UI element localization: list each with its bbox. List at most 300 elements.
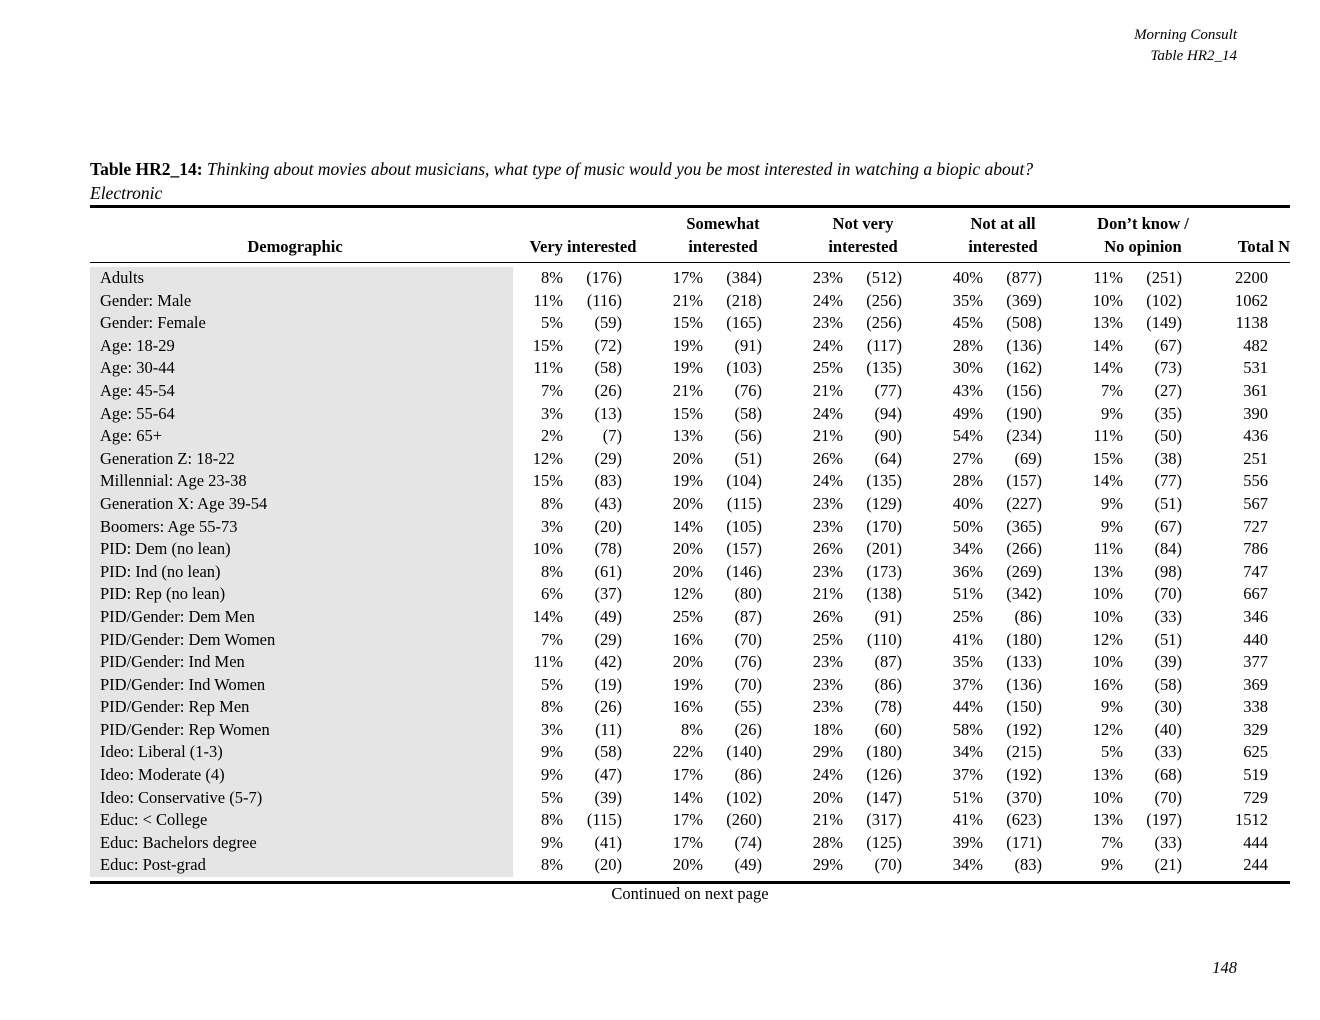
row-count: (67) [1154, 335, 1182, 355]
row-demographic: Ideo: Conservative (5-7) [90, 787, 513, 810]
row-percent: 27% [952, 448, 983, 468]
row-percent: 12% [1092, 629, 1123, 649]
row-count: (33) [1154, 606, 1182, 626]
row-total-n: 747 [1243, 561, 1268, 581]
row-percent: 8% [541, 268, 563, 287]
col-very-label: Very interested [529, 237, 637, 256]
row-percent: 13% [672, 426, 703, 446]
row-count: (41) [594, 832, 622, 852]
row-count: (26) [594, 697, 622, 717]
row-percent: 2% [541, 426, 563, 446]
row-count: (51) [734, 448, 762, 468]
row-percent: 37% [952, 674, 983, 694]
row-count: (180) [866, 742, 902, 762]
row-total-n: 519 [1243, 765, 1268, 785]
row-count: (512) [866, 268, 902, 287]
table-row [90, 403, 1290, 426]
row-percent: 24% [812, 471, 843, 491]
row-percent: 24% [812, 335, 843, 355]
row-percent: 35% [952, 290, 983, 310]
row-total-n: 436 [1243, 426, 1268, 446]
header-table-id: Table HR2_14 [1150, 48, 1237, 64]
row-count: (30) [1154, 697, 1182, 717]
row-demographic: Age: 45-54 [90, 380, 513, 403]
row-total-n: 556 [1243, 471, 1268, 491]
row-count: (173) [866, 561, 902, 581]
row-count: (67) [1154, 516, 1182, 536]
row-percent: 9% [1101, 516, 1123, 536]
row-percent: 25% [952, 606, 983, 626]
table-row [90, 629, 1290, 652]
row-count: (49) [734, 855, 762, 875]
row-total-n: 346 [1243, 606, 1268, 626]
row-count: (135) [866, 358, 902, 378]
row-percent: 9% [541, 832, 563, 852]
row-percent: 14% [1092, 471, 1123, 491]
row-demographic: Boomers: Age 55-73 [90, 516, 513, 539]
row-count: (266) [1006, 539, 1042, 559]
row-count: (126) [866, 765, 902, 785]
row-total-n: 329 [1243, 719, 1268, 739]
row-count: (117) [866, 335, 902, 355]
row-demographic: Gender: Female [90, 312, 513, 335]
row-demographic: Age: 55-64 [90, 403, 513, 426]
row-percent: 17% [672, 810, 703, 830]
row-count: (171) [1006, 832, 1042, 852]
row-percent: 26% [812, 448, 843, 468]
row-percent: 20% [672, 652, 703, 672]
row-demographic: Generation Z: 18-22 [90, 448, 513, 471]
row-demographic: Age: 30-44 [90, 357, 513, 380]
row-demographic: PID/Gender: Ind Men [90, 651, 513, 674]
row-count: (76) [734, 380, 762, 400]
row-count: (29) [594, 629, 622, 649]
caption-question: Thinking about movies about musicians, what type of music would you be most interested in watching a biopic about? [207, 159, 1034, 179]
table-row [90, 470, 1290, 493]
row-count: (234) [1006, 426, 1042, 446]
row-total-n: 786 [1243, 539, 1268, 559]
row-percent: 19% [672, 471, 703, 491]
row-count: (70) [874, 855, 902, 875]
row-count: (80) [734, 584, 762, 604]
row-percent: 9% [1101, 493, 1123, 513]
row-total-n: 1138 [1235, 313, 1268, 333]
row-percent: 8% [541, 697, 563, 717]
report-header [1134, 25, 1237, 67]
row-count: (115) [726, 493, 762, 513]
row-percent: 10% [532, 539, 563, 559]
row-count: (150) [1006, 697, 1042, 717]
row-demographic: PID: Dem (no lean) [90, 538, 513, 561]
row-percent: 9% [541, 742, 563, 762]
header-rule [90, 262, 1290, 263]
row-demographic: PID/Gender: Dem Women [90, 629, 513, 652]
row-percent: 5% [541, 787, 563, 807]
row-count: (26) [734, 719, 762, 739]
row-total-n: 729 [1243, 787, 1268, 807]
row-percent: 34% [952, 742, 983, 762]
row-count: (76) [734, 652, 762, 672]
row-demographic: PID/Gender: Dem Men [90, 606, 513, 629]
table-row [90, 651, 1290, 674]
row-total-n: 567 [1243, 493, 1268, 513]
table-row [90, 538, 1290, 561]
row-percent: 21% [672, 290, 703, 310]
row-count: (192) [1006, 765, 1042, 785]
row-count: (39) [1154, 652, 1182, 672]
row-percent: 3% [541, 719, 563, 739]
row-percent: 23% [812, 313, 843, 333]
row-count: (72) [594, 335, 622, 355]
table-caption [90, 157, 1290, 205]
row-count: (83) [594, 471, 622, 491]
table-row [90, 380, 1290, 403]
row-count: (74) [734, 832, 762, 852]
row-percent: 5% [541, 674, 563, 694]
row-count: (140) [726, 742, 762, 762]
row-count: (623) [1006, 810, 1042, 830]
row-demographic: Educ: < College [90, 809, 513, 832]
row-count: (176) [586, 268, 622, 287]
row-percent: 13% [1092, 810, 1123, 830]
row-percent: 14% [672, 787, 703, 807]
row-percent: 6% [541, 584, 563, 604]
row-count: (64) [874, 448, 902, 468]
row-percent: 29% [812, 742, 843, 762]
row-percent: 36% [952, 561, 983, 581]
table-row [90, 854, 1290, 877]
row-count: (180) [1006, 629, 1042, 649]
row-percent: 41% [952, 629, 983, 649]
row-percent: 58% [952, 719, 983, 739]
row-count: (269) [1006, 561, 1042, 581]
row-percent: 9% [1101, 403, 1123, 423]
row-percent: 23% [812, 516, 843, 536]
table-row [90, 290, 1290, 313]
row-percent: 37% [952, 765, 983, 785]
row-count: (73) [1154, 358, 1182, 378]
col-demographic-label: Demographic [247, 237, 343, 256]
row-count: (105) [726, 516, 762, 536]
row-total-n: 369 [1243, 674, 1268, 694]
row-percent: 29% [812, 855, 843, 875]
row-count: (70) [734, 629, 762, 649]
row-count: (90) [874, 426, 902, 446]
row-count: (58) [734, 403, 762, 423]
row-count: (102) [1146, 290, 1182, 310]
row-demographic: Educ: Bachelors degree [90, 832, 513, 855]
row-count: (125) [866, 832, 902, 852]
row-percent: 9% [1101, 855, 1123, 875]
table-row [90, 787, 1290, 810]
row-percent: 8% [541, 493, 563, 513]
row-count: (218) [726, 290, 762, 310]
row-percent: 16% [1092, 674, 1123, 694]
row-percent: 19% [672, 674, 703, 694]
table-row [90, 312, 1290, 335]
row-percent: 15% [532, 471, 563, 491]
row-percent: 19% [672, 358, 703, 378]
row-total-n: 2200 [1235, 268, 1268, 287]
row-count: (165) [726, 313, 762, 333]
row-count: (156) [1006, 380, 1042, 400]
continued-note: Continued on next page [611, 884, 769, 903]
col-notvery-line2: interested [828, 237, 898, 256]
row-percent: 12% [532, 448, 563, 468]
table-row [90, 583, 1290, 606]
header-org: Morning Consult [1134, 27, 1237, 43]
row-count: (69) [1014, 448, 1042, 468]
row-percent: 28% [812, 832, 843, 852]
row-percent: 19% [672, 335, 703, 355]
row-count: (136) [1006, 335, 1042, 355]
row-total-n: 1062 [1235, 290, 1268, 310]
row-percent: 7% [1101, 380, 1123, 400]
row-percent: 17% [672, 832, 703, 852]
row-count: (201) [866, 539, 902, 559]
row-count: (84) [1154, 539, 1182, 559]
row-percent: 11% [533, 652, 563, 672]
row-percent: 16% [672, 629, 703, 649]
row-count: (60) [874, 719, 902, 739]
row-percent: 21% [812, 584, 843, 604]
row-count: (384) [726, 268, 762, 287]
row-percent: 20% [812, 787, 843, 807]
row-total-n: 667 [1243, 584, 1268, 604]
row-count: (61) [594, 561, 622, 581]
row-count: (877) [1006, 268, 1042, 287]
col-header-not-very [798, 212, 928, 258]
row-count: (370) [1006, 787, 1042, 807]
row-percent: 12% [1092, 719, 1123, 739]
row-total-n: 727 [1243, 516, 1268, 536]
row-percent: 39% [952, 832, 983, 852]
row-percent: 14% [1092, 358, 1123, 378]
row-count: (11) [595, 719, 622, 739]
table-row [90, 809, 1290, 832]
row-count: (256) [866, 290, 902, 310]
row-count: (83) [1014, 855, 1042, 875]
row-percent: 3% [541, 516, 563, 536]
row-count: (87) [874, 652, 902, 672]
row-percent: 7% [541, 380, 563, 400]
row-percent: 10% [1092, 606, 1123, 626]
row-demographic: Millennial: Age 23-38 [90, 470, 513, 493]
row-count: (51) [1154, 629, 1182, 649]
row-percent: 11% [1093, 539, 1123, 559]
row-percent: 30% [952, 358, 983, 378]
row-count: (13) [594, 403, 622, 423]
table-row [90, 425, 1290, 448]
col-header-total [1216, 235, 1290, 258]
col-header-very-interested [518, 235, 648, 258]
row-percent: 21% [812, 426, 843, 446]
row-percent: 44% [952, 697, 983, 717]
col-header-demographic [205, 235, 385, 258]
row-count: (138) [866, 584, 902, 604]
row-demographic: Educ: Post-grad [90, 854, 513, 877]
row-total-n: 244 [1243, 855, 1268, 875]
row-total-n: 361 [1243, 380, 1268, 400]
row-count: (256) [866, 313, 902, 333]
row-percent: 34% [952, 855, 983, 875]
row-percent: 23% [812, 697, 843, 717]
table-row [90, 674, 1290, 697]
row-percent: 8% [541, 855, 563, 875]
row-demographic: Age: 65+ [90, 425, 513, 448]
row-count: (56) [734, 426, 762, 446]
row-percent: 23% [812, 674, 843, 694]
col-notvery-line1: Not very [832, 214, 894, 233]
row-count: (87) [734, 606, 762, 626]
row-count: (162) [1006, 358, 1042, 378]
table-body [90, 267, 1290, 877]
row-percent: 35% [952, 652, 983, 672]
row-count: (19) [594, 674, 622, 694]
row-percent: 14% [532, 606, 563, 626]
row-count: (59) [594, 313, 622, 333]
table-row [90, 606, 1290, 629]
row-count: (70) [1154, 584, 1182, 604]
row-count: (70) [734, 674, 762, 694]
row-percent: 51% [952, 584, 983, 604]
row-percent: 45% [952, 313, 983, 333]
row-count: (170) [866, 516, 902, 536]
row-count: (260) [726, 810, 762, 830]
col-total-label: Total N [1237, 237, 1290, 256]
row-count: (70) [1154, 787, 1182, 807]
row-percent: 20% [672, 539, 703, 559]
row-count: (104) [726, 471, 762, 491]
row-count: (86) [734, 765, 762, 785]
row-percent: 7% [1101, 832, 1123, 852]
row-total-n: 251 [1243, 448, 1268, 468]
row-percent: 25% [812, 358, 843, 378]
row-count: (7) [602, 426, 622, 446]
table-header [90, 208, 1290, 262]
row-percent: 28% [952, 335, 983, 355]
row-percent: 20% [672, 448, 703, 468]
row-count: (35) [1154, 403, 1182, 423]
row-percent: 12% [672, 584, 703, 604]
row-count: (21) [1154, 855, 1182, 875]
row-total-n: 338 [1243, 697, 1268, 717]
row-count: (147) [866, 787, 902, 807]
row-demographic: PID/Gender: Rep Women [90, 719, 513, 742]
row-count: (116) [586, 290, 622, 310]
row-count: (192) [1006, 719, 1042, 739]
row-percent: 34% [952, 539, 983, 559]
row-count: (38) [1154, 448, 1182, 468]
row-count: (103) [726, 358, 762, 378]
row-count: (115) [586, 810, 622, 830]
row-percent: 20% [672, 493, 703, 513]
row-demographic: PID/Gender: Ind Women [90, 674, 513, 697]
col-somewhat-line2: interested [688, 237, 758, 256]
row-count: (190) [1006, 403, 1042, 423]
row-percent: 11% [1093, 268, 1123, 287]
row-count: (29) [594, 448, 622, 468]
row-total-n: 625 [1243, 742, 1268, 762]
row-count: (58) [594, 742, 622, 762]
col-somewhat-line1: Somewhat [686, 214, 760, 233]
row-count: (365) [1006, 516, 1042, 536]
row-percent: 28% [952, 471, 983, 491]
table-row [90, 448, 1290, 471]
row-count: (78) [874, 697, 902, 717]
row-count: (27) [1154, 380, 1182, 400]
row-count: (58) [594, 358, 622, 378]
row-total-n: 444 [1243, 832, 1268, 852]
row-percent: 8% [681, 719, 703, 739]
row-count: (33) [1154, 742, 1182, 762]
row-percent: 10% [1092, 652, 1123, 672]
row-percent: 24% [812, 403, 843, 423]
row-percent: 54% [952, 426, 983, 446]
row-percent: 23% [812, 268, 843, 287]
row-percent: 50% [952, 516, 983, 536]
row-percent: 20% [672, 855, 703, 875]
row-count: (37) [594, 584, 622, 604]
row-percent: 18% [812, 719, 843, 739]
row-percent: 43% [952, 380, 983, 400]
row-count: (94) [874, 403, 902, 423]
table-row [90, 764, 1290, 787]
row-count: (77) [1154, 471, 1182, 491]
row-count: (33) [1154, 832, 1182, 852]
row-count: (342) [1006, 584, 1042, 604]
row-count: (40) [1154, 719, 1182, 739]
row-count: (157) [726, 539, 762, 559]
row-count: (20) [594, 855, 622, 875]
row-count: (146) [726, 561, 762, 581]
row-demographic: Adults [90, 267, 513, 290]
row-percent: 9% [1101, 697, 1123, 717]
table-row [90, 832, 1290, 855]
col-header-somewhat [658, 212, 788, 258]
row-total-n: 377 [1243, 652, 1268, 672]
row-count: (42) [594, 652, 622, 672]
row-percent: 40% [952, 493, 983, 513]
row-percent: 9% [541, 765, 563, 785]
row-percent: 24% [812, 290, 843, 310]
row-demographic: Age: 18-29 [90, 335, 513, 358]
row-demographic: Generation X: Age 39-54 [90, 493, 513, 516]
row-percent: 26% [812, 539, 843, 559]
row-percent: 15% [672, 313, 703, 333]
row-percent: 40% [952, 268, 983, 287]
row-count: (157) [1006, 471, 1042, 491]
col-header-dont-know [1078, 212, 1208, 258]
row-percent: 11% [1093, 426, 1123, 446]
row-percent: 41% [952, 810, 983, 830]
row-percent: 10% [1092, 787, 1123, 807]
row-count: (26) [594, 380, 622, 400]
row-count: (251) [1146, 268, 1182, 287]
row-demographic: PID: Rep (no lean) [90, 583, 513, 606]
row-count: (102) [726, 787, 762, 807]
row-count: (39) [594, 787, 622, 807]
row-percent: 22% [672, 742, 703, 762]
col-header-not-at-all [938, 212, 1068, 258]
row-percent: 10% [1092, 290, 1123, 310]
row-percent: 8% [541, 561, 563, 581]
row-total-n: 390 [1243, 403, 1268, 423]
row-count: (68) [1154, 765, 1182, 785]
row-count: (78) [594, 539, 622, 559]
row-demographic: Ideo: Liberal (1-3) [90, 741, 513, 764]
row-count: (197) [1146, 810, 1182, 830]
